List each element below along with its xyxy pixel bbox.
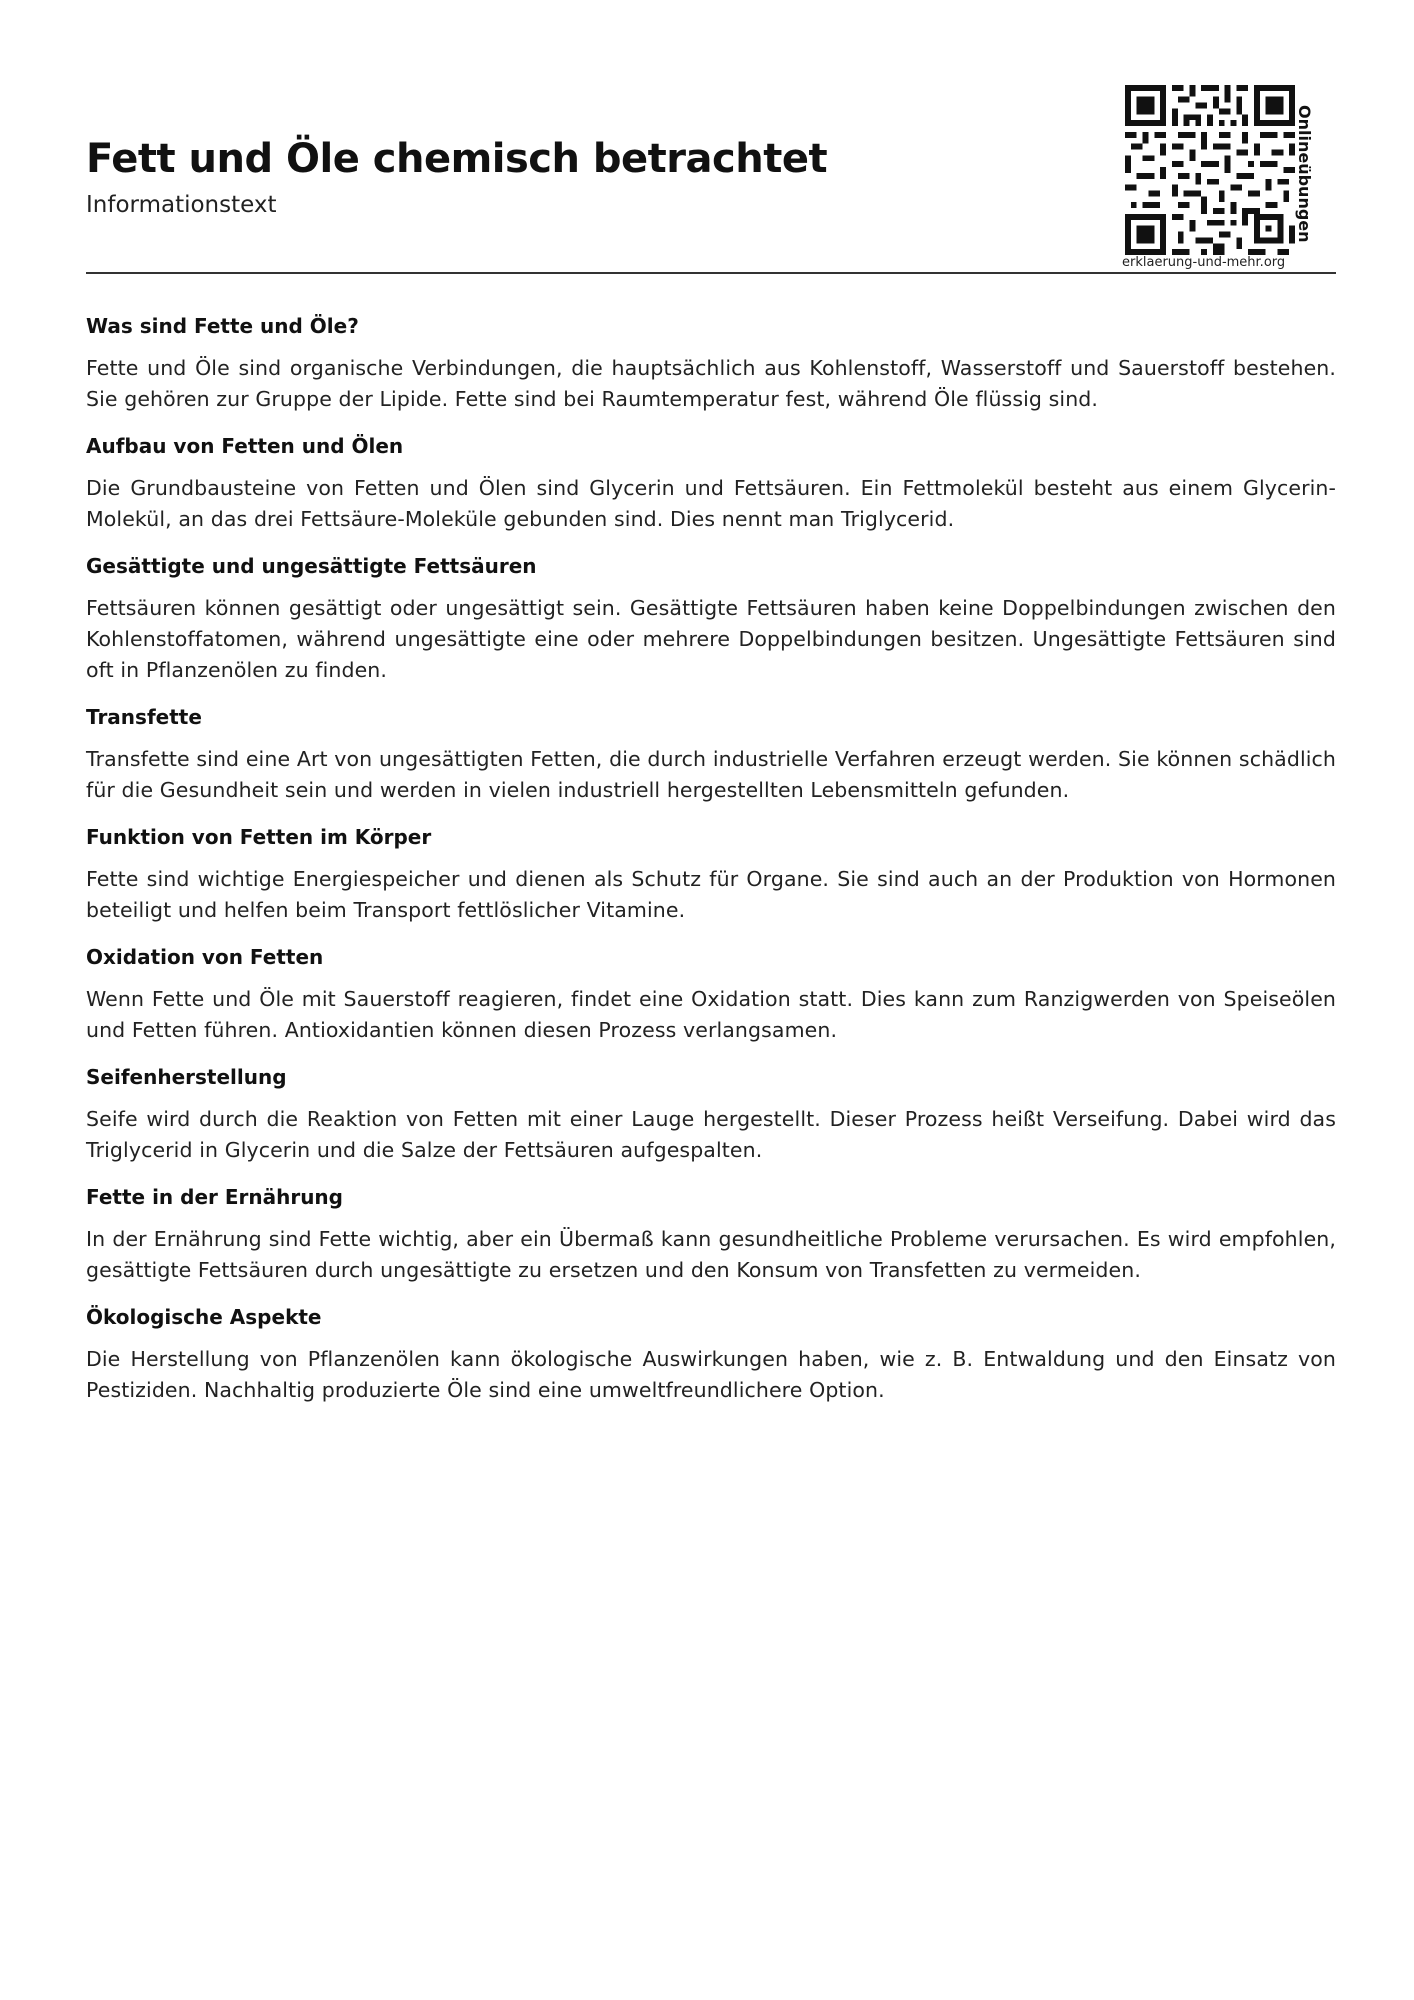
section-paragraph: Wenn Fette und Öle mit Sauerstoff reagieren, findet eine Oxidation statt. Dies kann zum Ranzigwerden von Speiseölen und Fetten führen. Antioxidantien können diesen Prozess verlangsamen. xyxy=(86,987,1336,1042)
qr-code-icon[interactable] xyxy=(1125,85,1295,255)
page-subtitle: Informationstext xyxy=(86,192,277,218)
section-heading: Funktion von Fetten im Körper xyxy=(86,825,432,849)
section-heading: Transfette xyxy=(86,705,202,729)
section-aufbau xyxy=(86,432,1336,535)
section-seifenherstellung xyxy=(86,1063,1336,1166)
section-paragraph: Fette sind wichtige Energiespeicher und dienen als Schutz für Organe. Sie sind auch an der Produktion von Hormonen beteiligt und helfen beim Transport fettlöslicher Vitamine. xyxy=(86,867,1336,922)
section-heading: Ökologische Aspekte xyxy=(86,1305,322,1329)
section-paragraph: Fette und Öle sind organische Verbindungen, die hauptsächlich aus Kohlenstoff, Wasserstoff und Sauerstoff bestehen. Sie gehören zur Gruppe der Lipide. Fette sind bei Raumtemperatur fest, während Öle flüssig sind. xyxy=(86,356,1336,411)
qr-side-label xyxy=(1295,105,1327,255)
section-paragraph: Transfette sind eine Art von ungesättigten Fetten, die durch industrielle Verfahren erzeugt werden. Sie können schädlich für die Gesundheit sein und werden in vielen industriell hergestellten Lebensmitteln gefunden. xyxy=(86,747,1336,802)
section-funktion xyxy=(86,823,1336,926)
qr-code-graphic xyxy=(1125,85,1295,255)
online-exercises-label: Onlineübungen xyxy=(1295,105,1314,243)
section-oxidation xyxy=(86,943,1336,1046)
section-paragraph: Die Grundbausteine von Fetten und Ölen sind Glycerin und Fettsäuren. Ein Fettmolekül besteht aus einem Glycerin-Molekül, an das drei Fettsäure-Moleküle gebunden sind. Dies nennt man Triglycerid. xyxy=(86,476,1336,531)
section-heading: Was sind Fette und Öle? xyxy=(86,314,359,338)
section-heading: Fette in der Ernährung xyxy=(86,1185,343,1209)
page-header xyxy=(86,0,1336,275)
section-paragraph: Die Herstellung von Pflanzenölen kann ökologische Auswirkungen haben, wie z. B. Entwaldung und den Einsatz von Pestiziden. Nachhaltig produzierte Öle sind eine umweltfreundlichere Option. xyxy=(86,1347,1336,1402)
qr-url-label: erklaerung-und-mehr.org xyxy=(1122,255,1286,270)
section-was-sind-fette xyxy=(86,312,1336,415)
section-fettsaeuren xyxy=(86,552,1336,686)
section-transfette xyxy=(86,703,1336,806)
section-oekologie xyxy=(86,1303,1336,1406)
section-heading: Seifenherstellung xyxy=(86,1065,287,1089)
header-divider xyxy=(86,272,1336,274)
section-paragraph: Seife wird durch die Reaktion von Fetten mit einer Lauge hergestellt. Dieser Prozess heißt Verseifung. Dabei wird das Triglycerid in Glycerin und die Salze der Fettsäuren aufgespalten. xyxy=(86,1107,1336,1162)
section-heading: Gesättigte und ungesättigte Fettsäuren xyxy=(86,554,537,578)
information-text xyxy=(86,312,1336,1423)
section-paragraph: In der Ernährung sind Fette wichtig, aber ein Übermaß kann gesundheitliche Probleme verursachen. Es wird empfohlen, gesättigte Fettsäuren durch ungesättigte zu ersetzen und den Konsum von Transfetten zu vermeiden. xyxy=(86,1227,1336,1282)
section-paragraph: Fettsäuren können gesättigt oder ungesättigt sein. Gesättigte Fettsäuren haben keine Doppelbindungen zwischen den Kohlenstoffatomen, während ungesättigte eine oder mehrere Doppelbindungen besitzen. Ungesättigte Fettsäuren sind oft in Pflanzenölen zu finden. xyxy=(86,596,1336,682)
section-heading: Aufbau von Fetten und Ölen xyxy=(86,434,404,458)
section-ernaehrung xyxy=(86,1183,1336,1286)
section-heading: Oxidation von Fetten xyxy=(86,945,324,969)
page-title: Fett und Öle chemisch betrachtet xyxy=(86,136,828,182)
